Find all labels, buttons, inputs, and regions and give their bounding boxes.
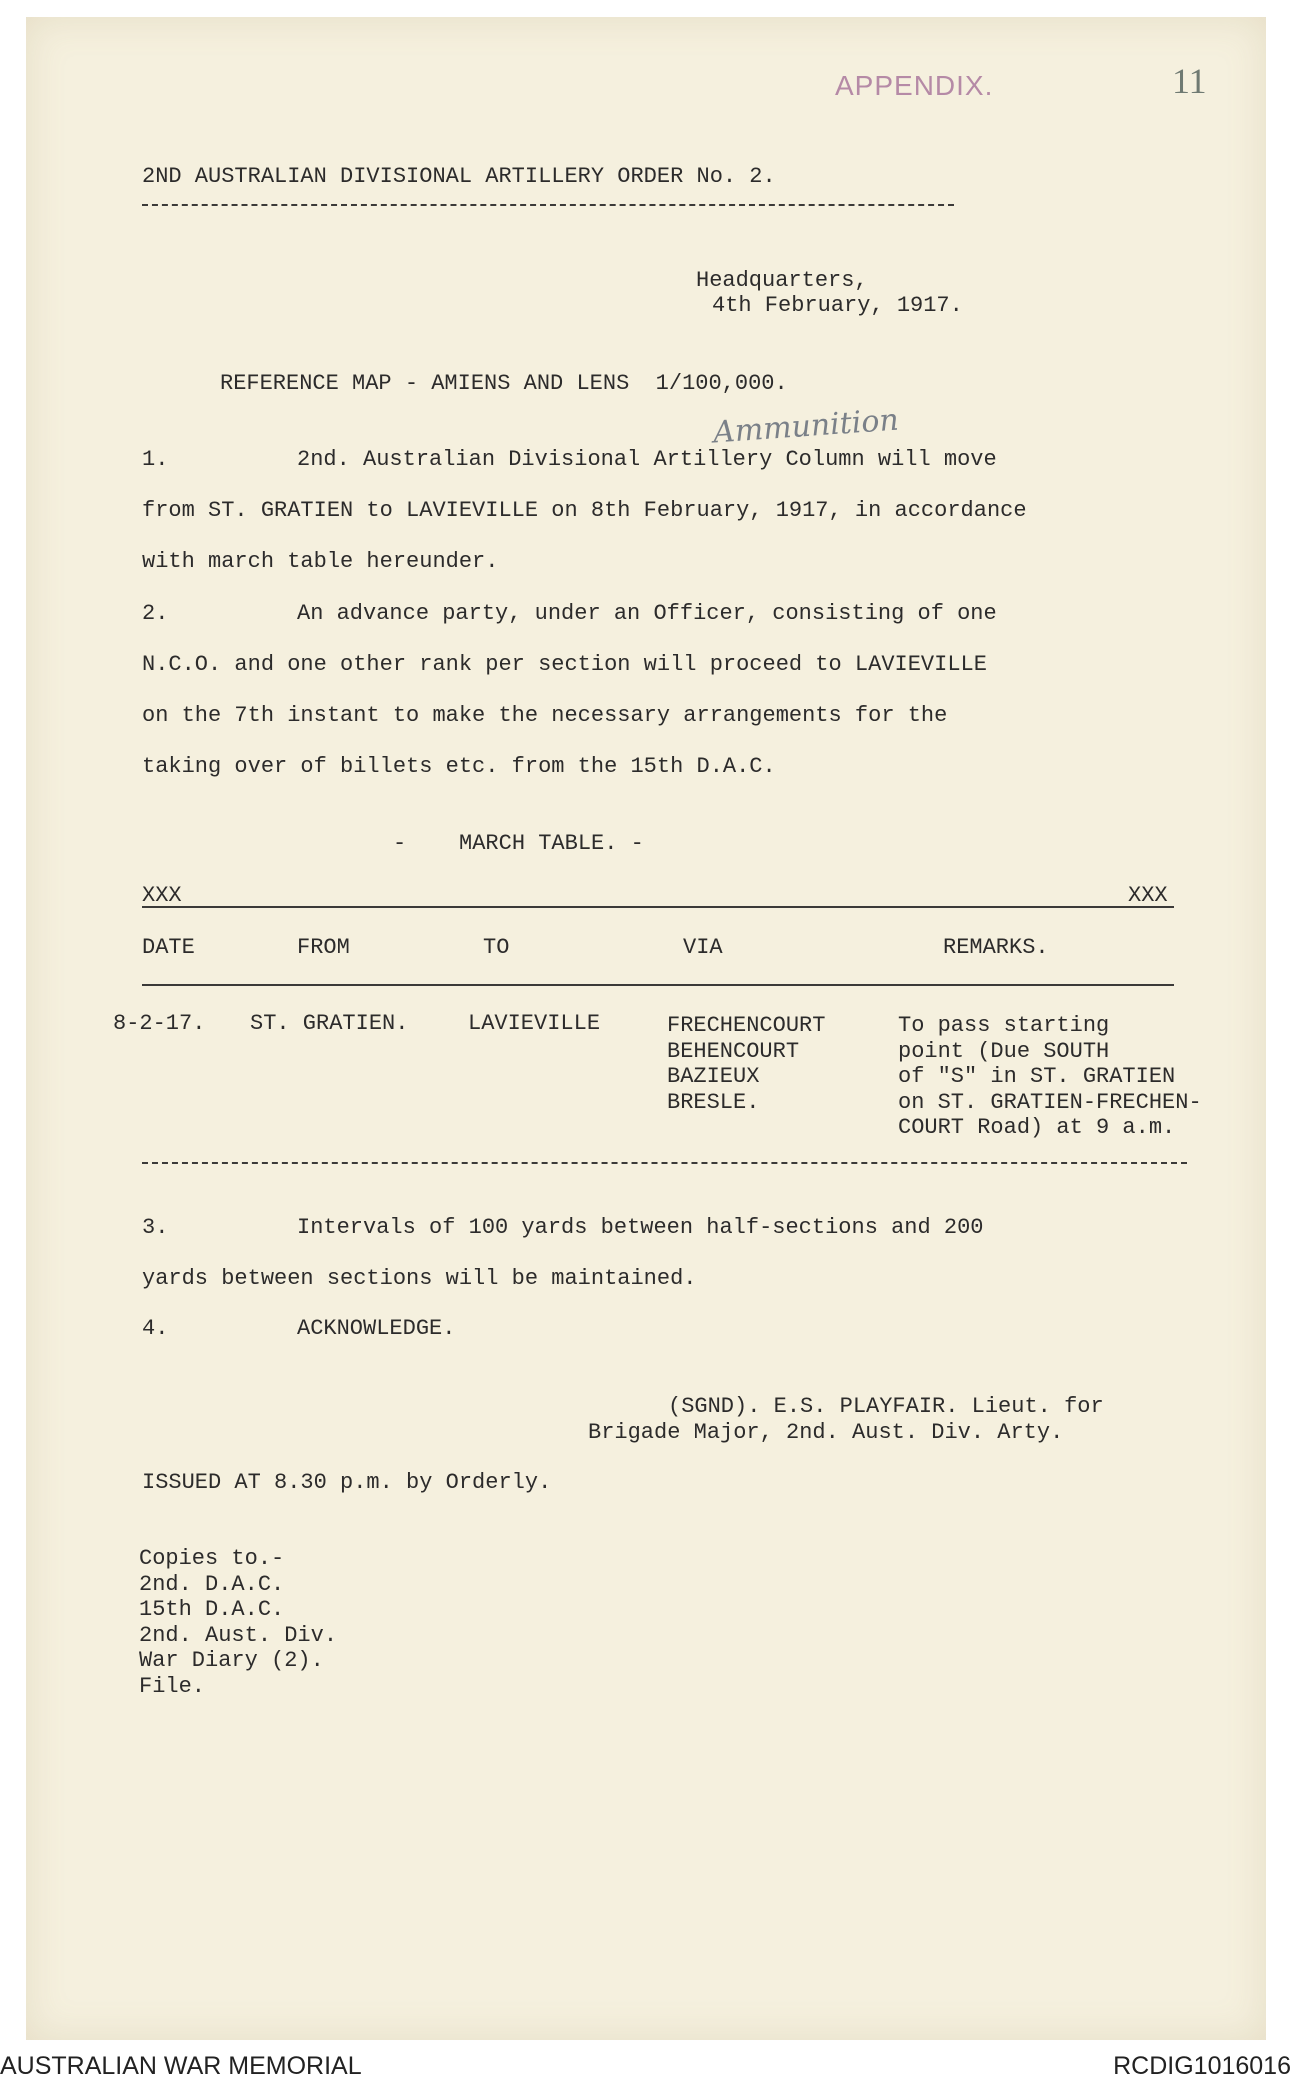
hq-location: Headquarters, — [696, 268, 868, 293]
table-header-rule — [142, 984, 1174, 986]
para-1-line-1: 2nd. Australian Divisional Artillery Column will move — [297, 447, 997, 472]
column-header-date: DATE — [142, 935, 195, 960]
copies-to-list: Copies to.- 2nd. D.A.C. 15th D.A.C. 2nd. Aust. Div. War Diary (2). File. — [139, 1546, 338, 1699]
table-marker-left: XXX — [142, 883, 182, 908]
para-4-number: 4. — [142, 1316, 169, 1341]
para-3-line-1: Intervals of 100 yards between half-sections and 200 — [297, 1215, 984, 1240]
table-bottom-rule — [142, 1162, 1187, 1164]
title-underline — [142, 204, 954, 206]
table-top-rule — [142, 906, 1174, 908]
row-to: LAVIEVILLE — [468, 1011, 601, 1036]
reference-map: REFERENCE MAP - AMIENS AND LENS 1/100,000. — [220, 371, 788, 396]
handwritten-insertion: Ammunition — [712, 402, 900, 451]
row-via: FRECHENCOURT BEHENCOURT BAZIEUX BRESLE. — [667, 1013, 826, 1115]
footer-institution: AUSTRALIAN WAR MEMORIAL — [0, 2052, 362, 2080]
appendix-stamp: APPENDIX. — [835, 70, 994, 101]
column-header-from: FROM — [297, 935, 350, 960]
page-number: 11 — [1172, 61, 1207, 101]
footer-record-id: RCDIG1016016 — [1113, 2052, 1291, 2080]
row-from: ST. GRATIEN. — [250, 1011, 409, 1036]
para-2-line-3: on the 7th instant to make the necessary arrangements for the — [142, 703, 948, 728]
para-4-line-1: ACKNOWLEDGE. — [297, 1316, 456, 1341]
march-table-heading: - MARCH TABLE. - — [393, 831, 644, 856]
column-header-via: VIA — [683, 935, 723, 960]
para-1-line-3: with march table hereunder. — [142, 549, 499, 574]
hq-date: 4th February, 1917. — [712, 293, 963, 318]
signature-line-2: Brigade Major, 2nd. Aust. Div. Arty. — [588, 1420, 1064, 1445]
para-2-line-1: An advance party, under an Officer, consisting of one — [297, 601, 997, 626]
column-header-remarks: REMARKS. — [943, 935, 1049, 960]
para-3-number: 3. — [142, 1215, 169, 1240]
row-date: 8-2-17. — [113, 1011, 206, 1036]
para-2-number: 2. — [142, 601, 169, 626]
issued-line: ISSUED AT 8.30 p.m. by Orderly. — [142, 1470, 552, 1495]
para-2-line-4: taking over of billets etc. from the 15th D.A.C. — [142, 754, 776, 779]
para-1-line-2: from ST. GRATIEN to LAVIEVILLE on 8th February, 1917, in accordance — [142, 498, 1027, 523]
para-1-number: 1. — [142, 447, 169, 472]
order-title: 2ND AUSTRALIAN DIVISIONAL ARTILLERY ORDER No. 2. — [142, 164, 776, 189]
signature-line-1: (SGND). E.S. PLAYFAIR. Lieut. for — [668, 1394, 1104, 1419]
para-2-line-2: N.C.O. and one other rank per section will proceed to LAVIEVILLE — [142, 652, 987, 677]
row-remarks: To pass starting point (Due SOUTH of "S" in ST. GRATIEN on ST. GRATIEN-FRECHEN- COURT Road) at 9 a.m. — [898, 1013, 1202, 1140]
table-marker-right: XXX — [1128, 883, 1168, 908]
column-header-to: TO — [483, 935, 510, 960]
para-3-line-2: yards between sections will be maintained. — [142, 1266, 697, 1291]
